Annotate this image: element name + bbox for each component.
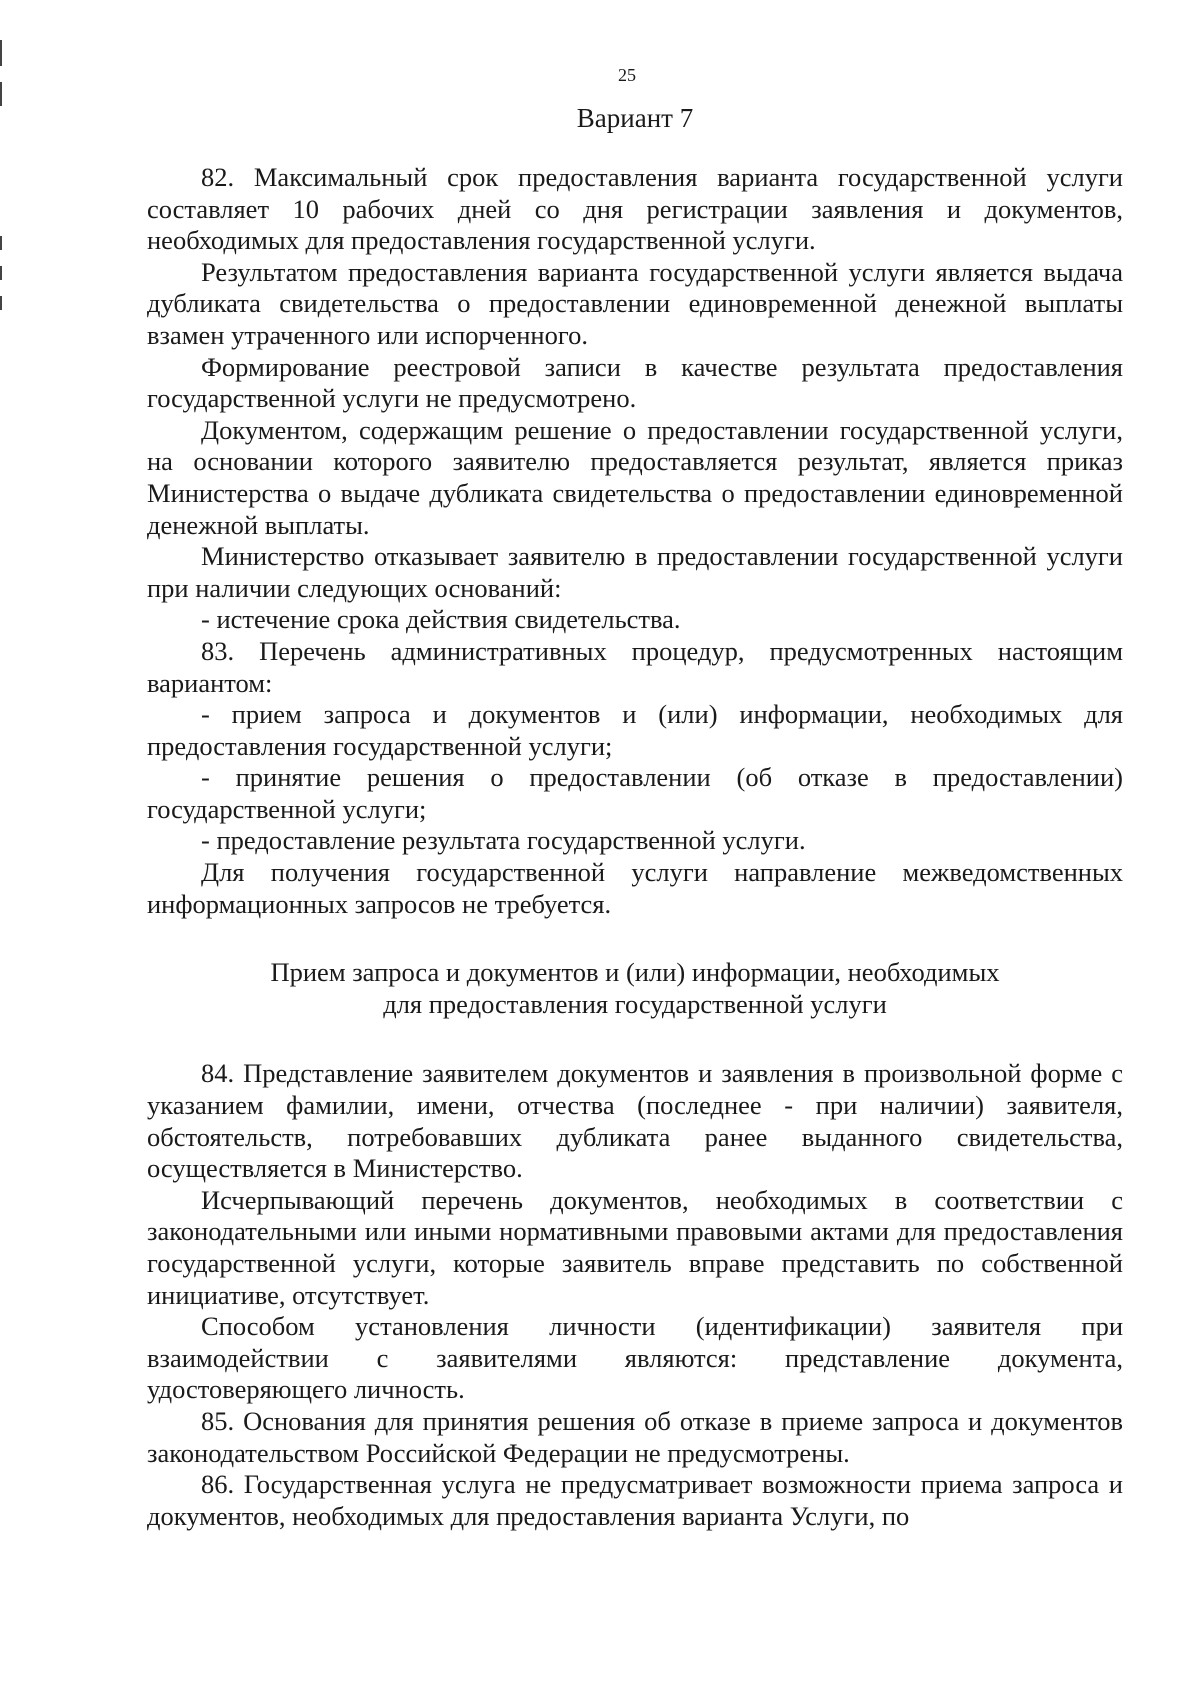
paragraph-decision-document: Документом, содержащим решение о предоставлении государственной услуги, на основании которого заявителю предоставляется результат, является приказ Министерства о выдаче дубликата свидетельства о предоставлении единовременной денежной выплаты. bbox=[147, 414, 1123, 540]
page-number: 25 bbox=[618, 65, 636, 85]
paragraph-documents-list: Исчерпывающий перечень документов, необходимых в соответствии с законодательными или иными нормативными правовыми актами для предоставления государственной услуги, которые заявитель вправе представить по собственной инициативе, отсутствует. bbox=[147, 1184, 1123, 1310]
list-item-procedure-3: - предоставление результата государственной услуги. bbox=[201, 825, 806, 856]
paragraph-result: Результатом предоставления варианта государственной услуги является выдача дубликата свидетельства о предоставлении единовременной денежной выплаты взамен утраченного или испорченного. bbox=[147, 256, 1123, 350]
list-item-procedure-1: - прием запроса и документов и (или) информации, необходимых для предоставления государственной услуги; bbox=[147, 699, 1123, 761]
scan-margin-marks bbox=[0, 40, 6, 320]
paragraph-86: 86. Государственная услуга не предусматривает возможности приема запроса и документов, необходимых для предоставления варианта Услуги, по bbox=[147, 1469, 1123, 1531]
paragraph-interagency-requests: Для получения государственной услуги направление межведомственных информационных запросов не требуется. bbox=[147, 857, 1123, 919]
paragraph-refusal-grounds: Министерство отказывает заявителю в предоставлении государственной услуги при наличии следующих оснований: bbox=[147, 541, 1123, 603]
section-heading-line-2: для предоставления государственной услуги bbox=[383, 988, 887, 1019]
list-item-refusal-ground: - истечение срока действия свидетельства. bbox=[201, 604, 681, 635]
section-heading bbox=[147, 957, 1123, 1020]
list-item-procedure-2: - принятие решения о предоставлении (об отказе в предоставлении) государственной услуги; bbox=[147, 762, 1123, 824]
variant-title: Вариант 7 bbox=[576, 103, 694, 133]
paragraph-84: 84. Представление заявителем документов и заявления в произвольной форме с указанием фамилии, имени, отчества (последнее - при наличии) заявителя, обстоятельств, потребовавших дубликата ранее выданного свидетельства, осуществляется в Министерство. bbox=[147, 1058, 1123, 1184]
paragraph-82: 82. Максимальный срок предоставления варианта государственной услуги составляет 10 рабочих дней со дня регистрации заявления и документов, необходимых для предоставления государственной услуги. bbox=[147, 162, 1123, 256]
bottom-paragraphs bbox=[147, 1058, 1123, 1532]
paragraph-identification: Способом установления личности (идентификации) заявителя при взаимодействии с заявителями являются: представление документа, удостоверяющего личность. bbox=[147, 1311, 1123, 1405]
paragraph-83: 83. Перечень административных процедур, предусмотренных настоящим вариантом: bbox=[147, 635, 1123, 698]
document-page bbox=[147, 58, 1123, 1532]
section-heading-line-1: Прием запроса и документов и (или) информации, необходимых bbox=[270, 957, 1000, 988]
paragraph-registry-record: Формирование реестровой записи в качестве результата предоставления государственной услуги не предусмотрено. bbox=[147, 351, 1123, 414]
paragraph-85: 85. Основания для принятия решения об отказе в приеме запроса и документов законодательством Российской Федерации не предусмотрены. bbox=[147, 1405, 1123, 1468]
top-paragraphs bbox=[147, 162, 1123, 920]
